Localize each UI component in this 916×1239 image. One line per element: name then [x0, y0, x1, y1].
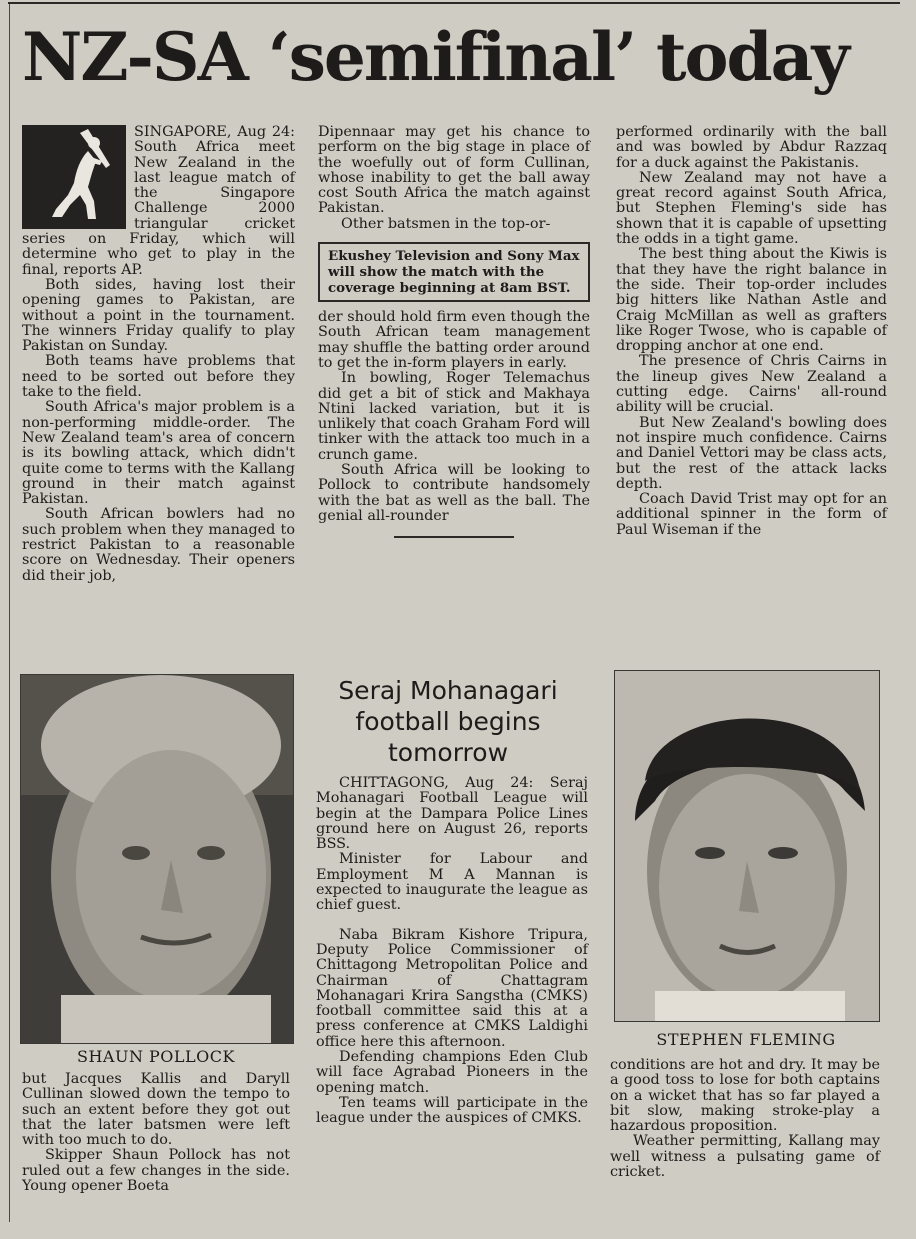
paragraph: Both sides, having lost their opening games to Pakistan, are without a point in the tournament. The winners Friday qualify to play Pakistan on Sunday.: [22, 276, 295, 355]
photo-caption-left: SHAUN POLLOCK: [77, 1047, 235, 1066]
section-divider: [394, 536, 514, 538]
paragraph: Ten teams will participate in the league under the auspices of CMKS.: [316, 1094, 588, 1127]
paragraph: but Jacques Kallis and Daryll Cullinan slowed down the tempo to such an extent before they got out that the later batsmen were left with too much to do.: [22, 1071, 290, 1149]
story-column-1-continued: [22, 1072, 290, 1194]
paragraph: Defending champions Eden Club will face Agrabad Pioneers in the opening match.: [316, 1049, 588, 1096]
story-column-2: [318, 125, 590, 538]
paragraph: Skipper Shaun Pollock has not ruled out a few changes in the side. Young opener Boeta: [22, 1147, 290, 1195]
tv-coverage-box: Ekushey Television and Sony Max will show the match with the coverage beginning at 8am BST.: [318, 242, 590, 302]
photo-caption-right: STEPHEN FLEMING: [656, 1030, 836, 1049]
paragraph: But New Zealand's bowling does not inspire much confidence. Cairns and Daniel Vettori may be class acts, but the rest of the attack lacks depth.: [616, 414, 887, 492]
photo-stephen-fleming: [614, 670, 880, 1022]
paragraph: South Africa will be looking to Pollock to contribute handsomely with the bat as well as the ball. The genial all-rounder: [318, 462, 590, 524]
top-rule: [8, 2, 900, 4]
football-story: [316, 776, 588, 1127]
paragraph: performed ordinarily with the ball and was bowled by Abdur Razzaq for a duck against the Pakistanis.: [616, 124, 887, 171]
cricket-batsman-icon: [22, 125, 126, 229]
paragraph: In bowling, Roger Telemachus did get a bit of stick and Makhaya Ntini lacked variation, but it is unlikely that coach Graham Ford will tinker with the attack too much in a crunch game.: [318, 370, 590, 463]
paragraph: Naba Bikram Kishore Tripura, Deputy Police Commissioner of Chittagong Metropolitan Police and Chairman of Chattagram Mohanagari Krira Sangstha (CMKS) football committee said this at a press conference at CMKS Laldighi office here this afternoon.: [316, 926, 588, 1050]
paragraph: conditions are hot and dry. It may be a good toss to lose for both captains on a wicket that has so far played a bit slow, making stroke-play a hazardous proposition.: [610, 1057, 880, 1135]
left-rule: [9, 4, 10, 1222]
paragraph: New Zealand may not have a great record against South Africa, but Stephen Fleming's side has shown that it is capable of upsetting the odds in a tight game.: [616, 169, 887, 248]
paragraph: South Africa's major problem is a non-performing middle-order. The New Zealand team's area of concern is its bowling attack, which didn't quite come to terms with the Kallang ground in their match against Pakistan.: [22, 399, 295, 508]
story-column-1: [22, 125, 295, 584]
story-column-3-continued: [610, 1058, 880, 1180]
paragraph: Both teams have problems that need to be sorted out before they take to the field.: [22, 353, 295, 401]
photo-shaun-pollock: [20, 674, 294, 1044]
paragraph: Coach David Trist may opt for an additional spinner in the form of Paul Wiseman if the: [616, 491, 887, 538]
story-column-3: [616, 125, 887, 538]
main-headline: NZ-SA ‘semifinal’ today: [22, 18, 848, 96]
football-headline: Seraj Mohanagari football begins tomorrow: [338, 676, 558, 767]
paragraph: Minister for Labour and Employment M A Mannan is expected to inaugurate the league as chief guest.: [316, 851, 588, 914]
paragraph: CHITTAGONG, Aug 24: Seraj Mohanagari Football League will begin at the Dampara Police Lines ground here on August 26, reports BSS.: [316, 775, 588, 853]
paragraph: der should hold firm even though the South African team management may shuffle the batting order around to get the in-form players in early.: [318, 309, 590, 371]
paragraph: The best thing about the Kiwis is that they have the right balance in the side. Their top-order includes big hitters like Nathan Astle and Craig McMillan as well as grafters like Roger Twose, who is capable of dropping anchor at one end.: [616, 246, 887, 355]
paragraph: The presence of Chris Cairns in the lineup gives New Zealand a cutting edge. Cairns' all-round ability will be crucial.: [616, 353, 887, 416]
paragraph: Weather permitting, Kallang may well witness a pulsating game of cricket.: [610, 1133, 880, 1181]
paragraph: South African bowlers had no such problem when they managed to restrict Pakistan to a reasonable score on Wednesday. Their openers did their job,: [22, 506, 295, 584]
paragraph: SINGAPORE, Aug 24: South Africa meet New Zealand in the last league match of the Singapore Challenge 2000 triangular cricket series on Friday, which will determine who get to play in the final, reports AP.: [22, 124, 295, 278]
paragraph: Other batsmen in the top-or-: [341, 215, 551, 232]
paragraph: Dipennaar may get his chance to perform on the big stage in place of the woefully out of form Cullinan, whose inability to get the ball away cost South Africa the match against Pakistan.: [318, 124, 590, 217]
